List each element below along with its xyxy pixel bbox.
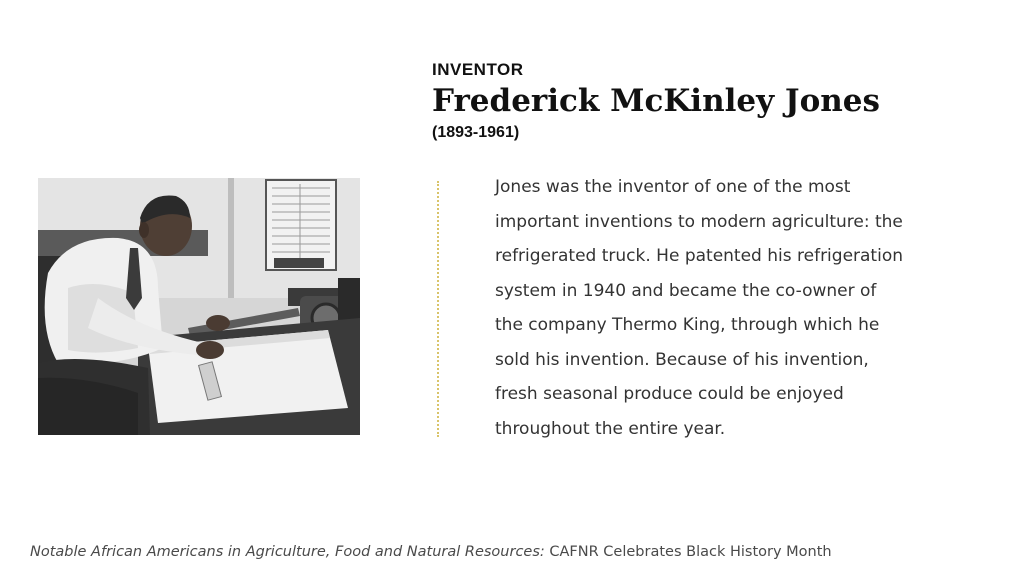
biography-line: sold his invention. Because of his invention,	[495, 349, 869, 370]
footer-series-title: Notable African Americans in Agriculture, Food and Natural Resources:	[30, 544, 545, 560]
biography-line: fresh seasonal produce could be enjoyed	[495, 384, 844, 404]
inventor-photo-illustration	[38, 178, 360, 435]
role-label: INVENTOR	[432, 60, 524, 79]
biography-line: important inventions to modern agriculture: the	[495, 211, 903, 232]
footer-caption	[30, 541, 1010, 563]
footer-org: CAFNR Celebrates Black History Month	[549, 544, 832, 560]
biography-line: Jones was the inventor of one of the most	[495, 177, 851, 197]
life-years: (1893-1961)	[432, 124, 520, 141]
dotted-divider	[437, 181, 439, 437]
inventor-photo	[38, 178, 360, 435]
biography-line: system in 1940 and became the co-owner of	[495, 280, 877, 301]
heading-block	[432, 60, 992, 144]
biography-line: throughout the entire year.	[495, 418, 726, 439]
biography-line: the company Thermo King, through which he	[495, 315, 880, 335]
biography-text	[495, 170, 965, 446]
biography-line: refrigerated truck. He patented his refrigeration	[495, 246, 903, 266]
person-name: Frederick McKinley Jones	[432, 83, 880, 119]
